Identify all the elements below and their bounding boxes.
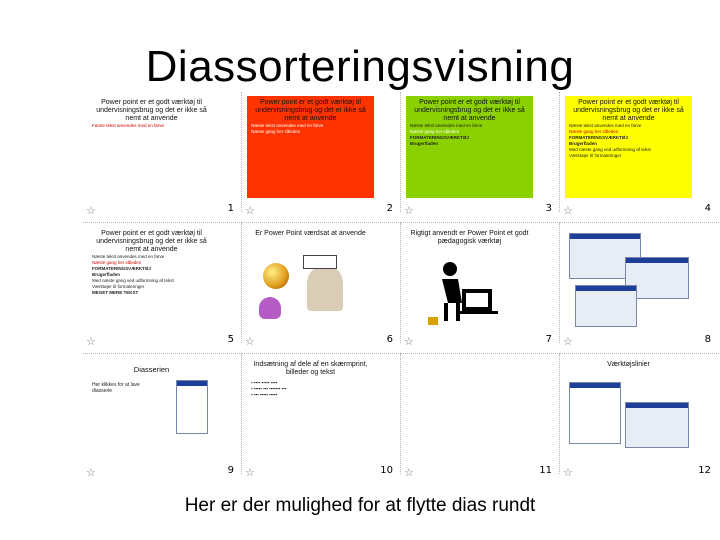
star-icon[interactable]: ☆ [563, 204, 573, 217]
slide-number: 2 [386, 203, 393, 214]
slide-1[interactable] [83, 92, 242, 223]
clipart-figure [259, 297, 281, 319]
page-title: Diassorteringsvisning [145, 42, 575, 91]
slide-thumbnail[interactable] [88, 358, 215, 460]
globe-image [263, 263, 289, 289]
screenshot-window [575, 285, 637, 327]
slide-title: Er Power Point værdsat at anvende [255, 230, 366, 237]
slide-bullet: Næste gang her således [410, 129, 460, 134]
slide-number: 7 [545, 334, 552, 345]
slide-bullet: Næste gang her således [92, 260, 142, 265]
star-icon[interactable]: ☆ [86, 204, 96, 217]
star-icon[interactable]: ☆ [245, 466, 255, 479]
slide-number: 9 [227, 465, 234, 476]
slide-bullet: Næste tekst anvendes med en farve [251, 123, 324, 128]
slide-number: 11 [539, 465, 552, 476]
slide-number: 10 [380, 465, 393, 476]
slide-sorter [83, 92, 719, 484]
slide-thumbnail[interactable] [565, 227, 692, 329]
slide-2[interactable] [242, 92, 401, 223]
slide-title: Rigtigt anvendt er Power Point et godt pædagogisk værktøj [410, 230, 529, 245]
slide-title: Power point er et godt værktøj til undervisningsbrug og det er ikke så nemt at anvende [96, 99, 207, 122]
slide-title: Power point er et godt værktøj til undervisningsbrug og det er ikke så nemt at anvende [414, 99, 525, 122]
slide-bullet: MEGET MERE TEKST [92, 290, 139, 295]
screenshot-window [569, 382, 621, 444]
speech-bubble [303, 255, 337, 269]
slide-thumbnail[interactable] [565, 358, 692, 460]
slide-number: 1 [227, 203, 234, 214]
slide-bullet: FORMATERINGSVÆRKTØJ [92, 266, 151, 271]
screenshot-window [625, 402, 689, 448]
slide-thumbnail[interactable] [406, 96, 533, 198]
slide-bullet: Værktøjer til formateringer [569, 153, 622, 158]
slide-bullet: Værktøjer til formateringer [92, 284, 145, 289]
slide-10[interactable] [242, 354, 401, 485]
slide-title: Værktøjslinier [607, 361, 650, 368]
slide-bullet: Næste tekst anvendes med en farve [569, 123, 642, 128]
slide-bullet: Her klikkes for at lave diasserie [92, 382, 140, 394]
slide-title: Diasserien [133, 365, 170, 374]
star-icon[interactable]: ☆ [563, 335, 573, 348]
star-icon[interactable]: ☆ [563, 466, 573, 479]
screenshot-window [176, 380, 208, 434]
slide-bullet: Brugerfladen [92, 272, 121, 277]
star-icon[interactable]: ☆ [404, 335, 414, 348]
star-icon[interactable]: ☆ [404, 466, 414, 479]
star-icon[interactable]: ☆ [404, 204, 414, 217]
slide-bullet: Brugerfladen [410, 141, 439, 146]
slide-thumbnail[interactable] [406, 358, 533, 460]
slide-bullet: Med næste gang ved udformning af tekst [569, 147, 651, 152]
slide-title: Power point er et godt værktøj til undervisningsbrug og det er ikke så nemt at anvende [255, 99, 366, 122]
slide-bullet: Første tekst anvendes med en farve [92, 123, 165, 128]
slide-title: Power point er et godt værktøj til undervisningsbrug og det er ikke så nemt at anvende [573, 99, 684, 122]
star-icon[interactable]: ☆ [86, 466, 96, 479]
slide-8[interactable] [560, 223, 719, 354]
slide-number: 8 [704, 334, 711, 345]
star-icon[interactable]: ☆ [245, 335, 255, 348]
slide-12[interactable] [560, 354, 719, 485]
person-photo [307, 265, 343, 311]
slide-title: Indsætning af dele af en skærmprint, billeder og tekst [253, 361, 368, 376]
slide-11[interactable] [401, 354, 560, 485]
slide-title: Power point er et godt værktøj til undervisningsbrug og det er ikke så nemt at anvende [96, 230, 207, 253]
slide-7[interactable] [401, 223, 560, 354]
slide-6[interactable] [242, 223, 401, 354]
slide-thumbnail[interactable] [406, 227, 533, 329]
slide-thumbnail[interactable] [247, 227, 374, 329]
computer-user-icon [428, 259, 508, 325]
slide-number: 3 [545, 203, 552, 214]
slide-thumbnail[interactable]: Indsætning af dele af en skærmprint, billeder og tekst ▪ ▪▪▪▪ ▪▪▪▪▪ ▪▪▪▪ ▪ ▪▪▪▪▪ ▪▪▪ ▪▪▪▪▪▪▪ ▪▪▪ ▪ ▪▪▪ ▪▪▪▪▪ ▪▪▪▪▪ [247, 358, 374, 460]
slide-bullet: Med næste gang ved udformning af tekst [92, 278, 174, 283]
slide-5[interactable] [83, 223, 242, 354]
slide-4[interactable] [560, 92, 719, 223]
slide-number: 5 [227, 334, 234, 345]
star-icon[interactable]: ☆ [245, 204, 255, 217]
slide-bullet: Næste gang her således [569, 129, 619, 134]
slide-bullet: Næste gang her således [251, 129, 301, 134]
slide-bullet: Brugerfladen [569, 141, 598, 146]
slide-bullet: FORMATERINGSVÆRKTØJ [569, 135, 628, 140]
slide-number: 6 [386, 334, 393, 345]
slide-number: 4 [704, 203, 711, 214]
slide-thumbnail[interactable] [247, 96, 374, 198]
slide-bullet: Næste tekst anvendes med en farve [92, 254, 165, 259]
caption: Her er der mulighed for at flytte dias rundt [184, 495, 536, 516]
slide-thumbnail[interactable] [88, 96, 215, 198]
slide-bullet: Næste tekst anvendes med en farve [410, 123, 483, 128]
slide-thumbnail[interactable] [565, 96, 692, 198]
slide-9[interactable] [83, 354, 242, 485]
slide-bullet: FORMATERINGSVÆRKTØJ [410, 135, 469, 140]
slide-thumbnail[interactable] [88, 227, 215, 329]
star-icon[interactable]: ☆ [86, 335, 96, 348]
slide-number: 12 [698, 465, 711, 476]
slide-3[interactable] [401, 92, 560, 223]
